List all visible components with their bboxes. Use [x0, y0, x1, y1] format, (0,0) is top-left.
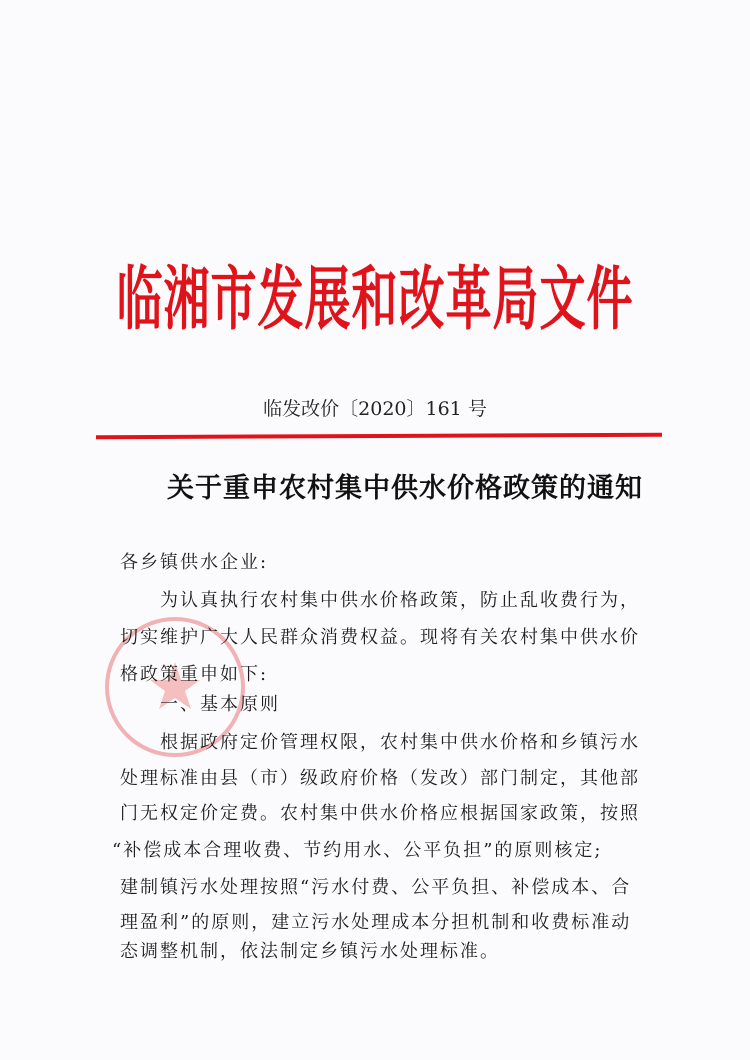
section-heading: 一、基本原则 [160, 694, 280, 715]
salutation: 各乡镇供水企业: [120, 552, 269, 573]
body-line: 建制镇污水处理按照“污水付费、公平负担、补偿成本、合 [120, 877, 632, 898]
body-line: 态调整机制，依法制定乡镇污水处理标准。 [120, 941, 500, 962]
body-line: 根据政府定价管理权限，农村集中供水价格和乡镇污水 [160, 732, 640, 753]
body-line: 门无权定价定费。农村集中供水价格应根据国家政策，按照 [120, 803, 640, 824]
body-line: “补偿成本合理收费、节约用水、公平负担”的原则核定; [112, 840, 603, 861]
document-number: 临发改价〔2020〕161 号 [263, 398, 487, 420]
document-title: 关于重申农村集中供水价格政策的通知 [167, 473, 643, 504]
red-divider [96, 433, 662, 439]
body-line: 为认真执行农村集中供水价格政策，防止乱收费行为， [160, 590, 640, 611]
issuer-banner: 临湘市发展和改革局文件 [116, 258, 634, 339]
body-line: 切实维护广大人民群众消费权益。现将有关农村集中供水价 [120, 627, 640, 648]
body-line: 理盈利”的原则，建立污水处理成本分担机制和收费标准动 [120, 912, 632, 933]
body-line: 格政策重申如下: [120, 664, 269, 685]
body-line: 处理标准由县（市）级政府价格（发改）部门制定，其他部 [120, 768, 640, 789]
